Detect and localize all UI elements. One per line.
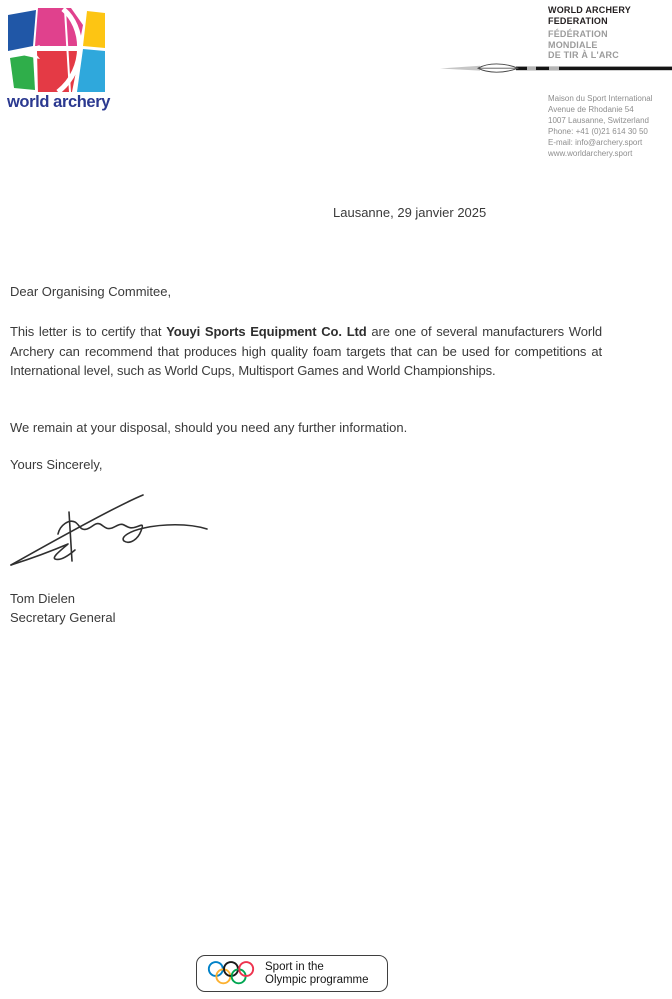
address-line-2: Avenue de Rhodanie 54	[548, 105, 634, 114]
closing-line: We remain at your disposal, should you need any further information.	[10, 420, 408, 435]
body-paragraph	[10, 322, 602, 381]
olympic-rings-icon	[206, 960, 256, 987]
org-name-en-line1: WORLD ARCHERY	[548, 5, 631, 15]
signature-stroke-diagonal	[11, 495, 143, 565]
address-line-3: 1007 Lausanne, Switzerland	[548, 116, 649, 125]
arrow-divider-icon	[438, 60, 672, 76]
org-name-en-line2: FEDERATION	[548, 15, 608, 26]
arrow-shaft	[516, 67, 672, 71]
signer-name: Tom Dielen	[10, 591, 76, 606]
dateline: Lausanne, 29 janvier 2025	[333, 205, 487, 220]
signature-stroke-name	[58, 521, 207, 542]
body-text-after: are one of several manufacturers World Archery can recommend that produces high quality foam targets that can be used for competitions at International level, such as World Cups, Multisport Games and World Championships.	[10, 324, 602, 378]
org-name-fr-line2: MONDIALE	[548, 39, 598, 50]
address-line-email: E-mail: info@archery.sport	[548, 138, 643, 147]
olympic-programme-badge	[196, 955, 388, 992]
company-name: Youyi Sports Equipment Co. Ltd	[166, 324, 367, 339]
address-line-1: Maison du Sport International	[548, 94, 653, 103]
world-archery-logo-icon	[8, 8, 105, 92]
logo-patch-green	[10, 54, 35, 90]
olympic-badge-text	[265, 961, 369, 987]
address-line-website: www.worldarchery.sport	[548, 149, 633, 158]
body-text-before: This letter is to certify that	[10, 324, 167, 339]
sign-off: Yours Sincerely,	[10, 457, 103, 472]
logo-patch-yellow	[83, 11, 105, 48]
arrow-tip	[440, 66, 480, 71]
address-line-phone: Phone: +41 (0)21 614 30 50	[548, 127, 648, 136]
signer-title: Secretary General	[10, 610, 116, 625]
arrow-shaft-band2	[549, 67, 559, 71]
address-block	[548, 93, 653, 159]
logo-wordmark: world archery	[7, 93, 111, 111]
olympic-badge-line2: Olympic programme	[265, 973, 369, 986]
arrow-shaft-band1	[527, 67, 536, 71]
org-name-fr-line1: FÉDÉRATION	[548, 29, 608, 39]
olympic-badge-line1: Sport in the	[265, 960, 324, 973]
org-title-block	[548, 5, 631, 61]
salutation: Dear Organising Commitee,	[10, 284, 172, 299]
signature-image	[2, 487, 217, 577]
org-name-fr-line3: DE TIR À L'ARC	[548, 50, 619, 60]
logo-patch-blue	[8, 10, 36, 51]
